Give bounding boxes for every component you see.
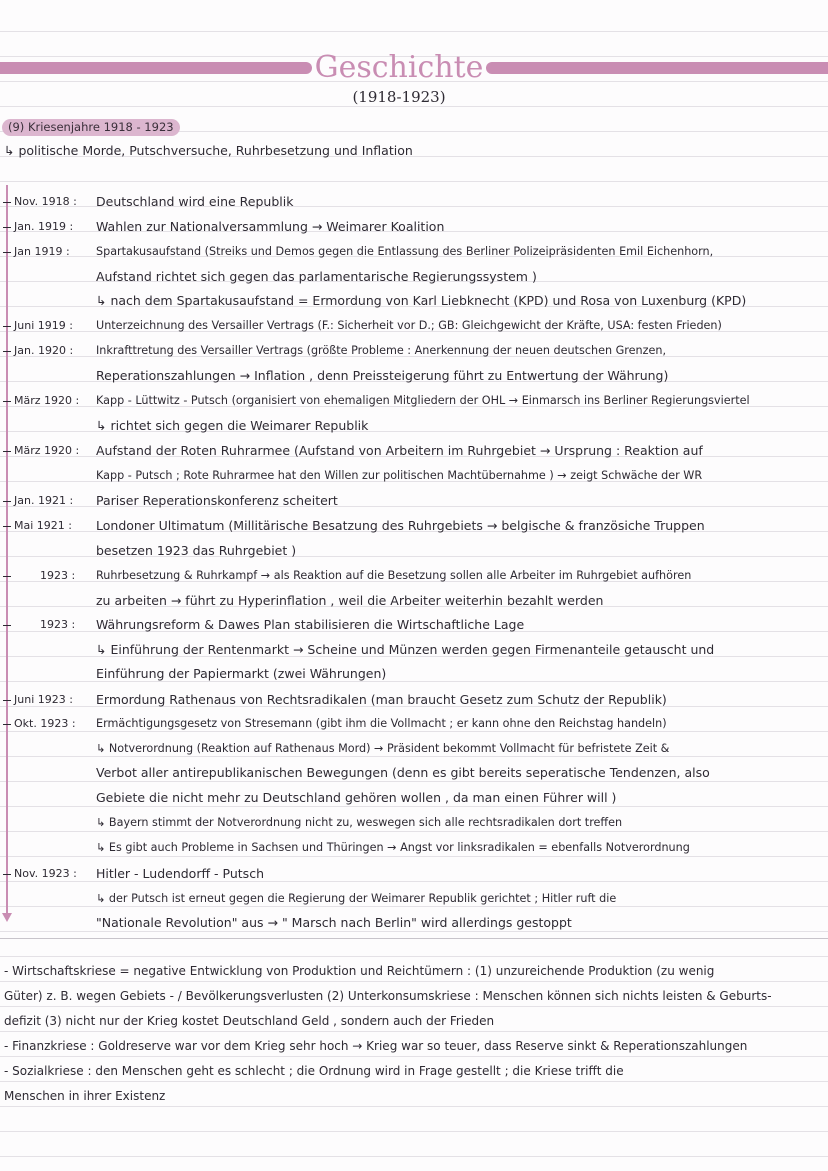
timeline-text: Pariser Reperationskonferenz scheitert [96, 493, 338, 508]
timeline-tick [3, 401, 11, 402]
timeline-text: Währungsreform & Dawes Plan stabilisieren die Wirtschaftliche Lage [96, 617, 525, 632]
timeline-text: Inkrafttretung des Versailler Vertrags (größte Probleme : Anerkennung der neuen deutschen Grenzen, [96, 344, 667, 357]
timeline-date: Nov. 1918 : [14, 195, 77, 208]
timeline-tick [3, 252, 11, 253]
timeline-text: besetzen 1923 das Ruhrgebiet ) [96, 542, 297, 558]
timeline-text: Kapp - Putsch ; Rote Ruhrarmee hat den Willen zur politischen Machtübernahme ) → zeigt Schwäche der WR [96, 468, 703, 482]
timeline-axis [6, 185, 8, 915]
timeline-tick [3, 724, 11, 725]
timeline-text: Ermächtigungsgesetz von Stresemann (gibt ihm die Vollmacht ; er kann ohne den Reichstag handeln) [96, 717, 667, 730]
economy-line: - Wirtschaftskriese = negative Entwicklung von Produktion und Reichtümern : (1) unzureichende Produktion (zu wenig [4, 964, 715, 978]
timeline-text: ↳ nach dem Spartakusaufstand = Ermordung von Karl Liebknecht (KPD) und Rosa von Luxenburg (KPD) [96, 293, 747, 309]
economy-line: Güter) z. B. wegen Gebiets - / Bevölkerungsverlusten (2) Unterkonsumskriese : Menschen können sich nichts leisten & Geburts- [4, 989, 772, 1003]
timeline-text: Londoner Ultimatum (Millitärische Besatzung des Ruhrgebiets → belgische & französiche Truppen [96, 518, 705, 533]
timeline-text: Hitler - Ludendorff - Putsch [96, 866, 264, 881]
timeline-text: ↳ Einführung der Rentenmarkt → Scheine und Münzen werden gegen Firmenanteile getauscht und [96, 641, 715, 657]
timeline-text: Aufstand der Roten Ruhrarmee (Aufstand von Arbeitern im Ruhrgebiet → Ursprung : Reaktion auf [96, 443, 703, 458]
timeline-date: Mai 1921 : [14, 519, 72, 532]
timeline-tick [3, 576, 11, 577]
economy-line: Menschen in ihrer Existenz [4, 1089, 166, 1103]
economy-line: defizit (3) nicht nur der Krieg kostet Deutschland Geld , sondern auch der Frieden [4, 1014, 495, 1028]
header-band-right [486, 62, 828, 74]
economy-line: - Finanzkriese : Goldreserve war vor dem Krieg sehr hoch → Krieg war so teuer, dass Reserve sinkt & Reperationszahlungen [4, 1039, 748, 1053]
timeline-text: Unterzeichnung des Versailler Vertrags (F.: Sicherheit vor D.; GB: Gleichgewicht der Kräfte, USA: festen Frieden) [96, 319, 722, 332]
timeline-tick [3, 700, 11, 701]
section-tag: (9) Kriesenjahre 1918 - 1923 [2, 119, 180, 136]
timeline-text: Spartakusaufstand (Streiks und Demos gegen die Entlassung des Berliner Polizeipräsidenten Emil Eichenhorn, [96, 245, 714, 258]
timeline-text: Verbot aller antirepublikanischen Bewegungen (denn es gibt bereits seperatische Tendenzen, also [96, 765, 710, 781]
timeline-text: Aufstand richtet sich gegen das parlamentarische Regierungssystem ) [96, 268, 537, 284]
divider [0, 938, 828, 939]
page-subtitle: (1918-1923) [352, 88, 446, 106]
timeline-date: Jan. 1920 : [14, 344, 74, 357]
timeline-text: ↳ richtet sich gegen die Weimarer Republik [96, 417, 369, 433]
timeline-text: ↳ Es gibt auch Probleme in Sachsen und Thüringen → Angst vor linksradikalen = ebenfalls Notverordnung [96, 840, 690, 854]
timeline-date: Nov. 1923 : [14, 867, 77, 880]
timeline-tick [3, 501, 11, 502]
timeline-text: Gebiete die nicht mehr zu Deutschland gehören wollen , da man einen Führer will ) [96, 790, 617, 806]
timeline-text: Einführung der Papiermarkt (zwei Währungen) [96, 666, 387, 682]
timeline-text: Wahlen zur Nationalversammlung → Weimarer Koalition [96, 219, 445, 234]
timeline-tick [3, 202, 11, 203]
timeline-tick [3, 625, 11, 626]
timeline-date: Jan 1919 : [14, 245, 70, 258]
timeline-tick [3, 227, 11, 228]
timeline-text: ↳ Notverordnung (Reaktion auf Rathenaus Mord) → Präsident bekommt Vollmacht für befristete Zeit & [96, 741, 670, 755]
economy-line: - Sozialkriese : den Menschen geht es schlecht ; die Ordnung wird in Frage gestellt ; die Kriese trifft die [4, 1064, 624, 1078]
timeline-text: Kapp - Lüttwitz - Putsch (organisiert von ehemaligen Mitgliedern der OHL → Einmarsch ins Berliner Regierungsviertel [96, 394, 750, 407]
timeline-date: März 1920 : [14, 394, 80, 407]
timeline-text: "Nationale Revolution" aus → " Marsch nach Berlin" wird allerdings gestoppt [96, 915, 572, 931]
timeline-text: ↳ der Putsch ist erneut gegen die Regierung der Weimarer Republik gerichtet ; Hitler ruft die [96, 891, 617, 905]
timeline-date: März 1920 : [14, 444, 80, 457]
timeline-date: Juni 1919 : [14, 319, 73, 332]
header-band-left [0, 62, 312, 74]
timeline-date: Okt. 1923 : [14, 717, 76, 730]
timeline-date: Jan. 1921 : [14, 494, 74, 507]
timeline-text: zu arbeiten → führt zu Hyperinflation , weil die Arbeiter weiterhin bezahlt werden [96, 592, 604, 608]
timeline-date: Jan. 1919 : [14, 220, 74, 233]
page-title: Geschichte [314, 50, 484, 85]
timeline-tick [3, 526, 11, 527]
timeline-date: Juni 1923 : [14, 693, 73, 706]
section-overview: ↳ politische Morde, Putschversuche, Ruhrbesetzung und Inflation [4, 143, 413, 158]
timeline-tick [3, 351, 11, 352]
timeline-text: Reperationszahlungen → Inflation , denn Preissteigerung führt zu Entwertung der Währung) [96, 367, 669, 383]
timeline-arrow-icon [2, 913, 12, 922]
timeline-date: 1923 : [40, 569, 76, 582]
timeline-date: 1923 : [40, 618, 76, 631]
timeline-text: Ruhrbesetzung & Ruhrkampf → als Reaktion auf die Besetzung sollen alle Arbeiter im Ruhrgebiet aufhören [96, 569, 692, 582]
timeline-tick [3, 451, 11, 452]
timeline-tick [3, 874, 11, 875]
timeline-tick [3, 326, 11, 327]
timeline-text: ↳ Bayern stimmt der Notverordnung nicht zu, weswegen sich alle rechtsradikalen dort treffen [96, 815, 623, 829]
timeline-text: Ermordung Rathenaus von Rechtsradikalen (man braucht Gesetz zum Schutz der Republik) [96, 692, 667, 707]
timeline-text: Deutschland wird eine Republik [96, 194, 294, 209]
